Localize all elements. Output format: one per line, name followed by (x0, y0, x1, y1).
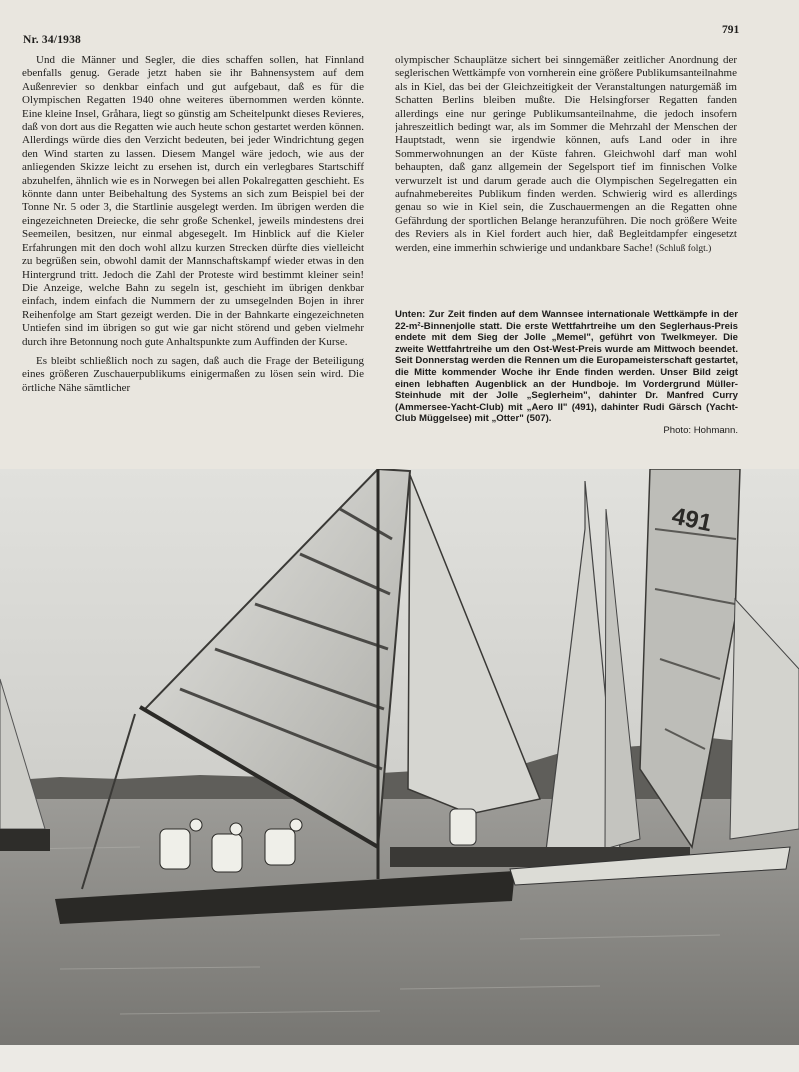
article-column-right (395, 54, 737, 294)
sail-number-491: 491 (669, 502, 715, 538)
page-number: 791 (722, 24, 740, 36)
paragraph-text: olympischer Schauplätze sichert bei sinngemäßer zeitlicher Anordnung der seglerischen Wettkämpfe von vornherein eine größere Publikumsanteilnahme als in Kiel, das bei der Gleichzeitigkeit der Veranstaltungen naturgemäß im Schatten Berlins bleiben mußte. Die Helsingforser Regatten fanden allerdings eine nur geringe Publikumsanteilnahme, die jedoch insofern jahreszeitlich bedingt war, als im Sommer die Mehrzahl der Menschen der Hauptstadt, wenn sie irgendwie können, aufs Land oder in ihre Sommerwohnungen an der Küste fahren. Gleichwohl darf man wohl behaupten, daß ganz allgemein der Segelsport tief im finnischen Volke verwurzelt ist und darum gerade auch die Olympischen Segelregatten ein aufnahmebereites Publikum finden werden. Schwierig wird es allerdings genau so wie in Kiel sein, die Zuschauermengen an die Regatten ohne Gefährdung der sportlichen Belange heranzuführen. Die noch größere Weite des Reviers als in Kiel fordert auch hier, daß Begleitdampfer eingesetzt werden, eine immerhin schwierige und undankbare Sache! (395, 54, 737, 254)
page-bottom-margin (0, 1045, 799, 1072)
photo-credit: Photo: Hohmann. (663, 424, 738, 436)
water (0, 799, 799, 1045)
paragraph (395, 54, 737, 256)
regatta-photo (0, 469, 799, 1045)
continued-note: (Schluß folgt.) (655, 243, 712, 254)
issue-number: Nr. 34/1938 (23, 34, 81, 46)
hull-left-edge (0, 829, 50, 851)
caption-lead: Unten: (395, 309, 426, 320)
photo-caption (395, 309, 738, 449)
article-column-left (22, 54, 364, 454)
paragraph: Und die Männer und Segler, die dies schaffen sollen, hat Finnland ebenfalls genug. Gerade jetzt haben sie ihr Bahnensystem auf dem Außenrevier so denkbar einfach und gut aufgebaut, daß es für die Olympischen Regatten 1940 ohne weiteres übernommen werden könnte. Eine kleine Insel, Gråhara, liegt so günstig am Scheitelpunkt dieses Revieres, daß von dort aus die Regatten wie auch heute schon gestartet werden können. Allerdings würde dies den Verzicht bedeuten, bei jeder Windrichtung gegen den Wind starten zu lassen. Diesem Mangel wäre jedoch, wie aus der anliegenden Skizze leicht zu ersehen ist, durch ein verlegbares Startschiff abzuhelfen, ähnlich wie es in Norwegen bei allen Pokalregatten geschieht. Es könnte dann unter Beibehaltung des Systems an sich zum Beispiel bei der Tonne Nr. 5 oder 3, die Startlinie ausgelegt werden. Im übrigen werden die eingezeichneten Dreiecke, die sehr große Schenkel, jeweils mindestens drei Seemeilen, besitzen, nur einmal abgesegelt. Im Hinblick auf die Kieler Erfahrungen mit den doch wohl allzu kurzen Strecken dürfte dies vielleicht zu begrüßen sein, obwohl damit der Mannschaftskampf wieder etwas in den Hintergrund tritt. Jedoch die Zahl der Proteste wird bestimmt kleiner sein! Die Anzeige, welche Bahn zu segeln ist, geschieht im übrigen denkbar einfach, indem einfach die Nummern der zu umsegelnden Bojen in ihrer Reihenfolge am Start gezeigt werden. Die in der Bahnkarte eingezeichneten Untiefen sind im übrigen so gut wie gar nicht störend und geben vielmehr durch ihre Betonnung noch gute Anhaltspunkte zum Auffinden der Kurse. (22, 54, 364, 348)
caption-text: Zur Zeit finden auf dem Wannsee internationale Wettkämpfe in der 22-m²-Binnenjolle statt. Die erste Wettfahrtreihe um den Seglerhaus-Preis endete mit dem Sieg der Jolle „Memel", geführt von Twelkmeyer. Die zweite Wettfahrtreihe um den Ost-West-Preis wurde am Mittwoch beendet. Seit Donnerstag werden die Rennen um die Europameisterschaft gestartet, die Mitte kommender Woche ihr Ende finden werden. Unser Bild zeigt einen lebhaften Augenblick an der Hundboje. Im Vordergrund Müller-Steinhude mit der Jolle „Seglerheim", dahinter Dr. Manfred Curry (Ammersee-Yacht-Club) mit „Aero II" (491), dahinter Rudi Gärsch (Yacht-Club Müggelsee) mit „Otter" (507). (395, 309, 738, 425)
mid-boat-crew (450, 809, 476, 845)
sailboats-photograph (0, 469, 799, 1045)
paragraph: Es bleibt schließlich noch zu sagen, daß auch die Frage der Beteiligung eines größeren Zuschauerpublikums einigermaßen zu lösen sein wird. Die örtliche Nähe sämtlicher (22, 354, 364, 394)
